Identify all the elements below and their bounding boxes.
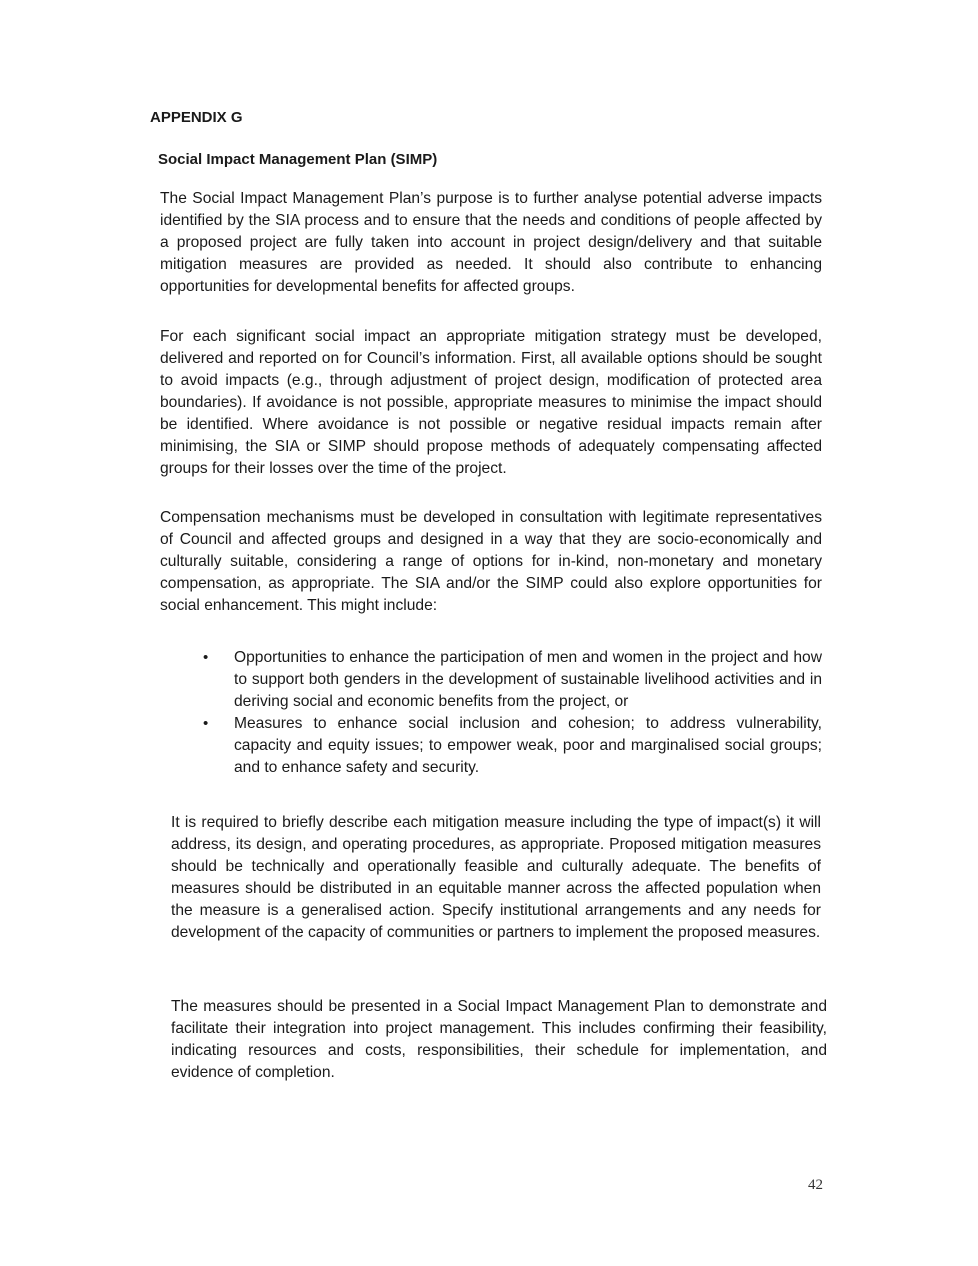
bullet-text: Measures to enhance social inclusion and cohesion; to address vulnerability, capacity and equity issues; to empower weak, poor and marginalised social groups; and to enhance safety and security. [234,715,822,776]
page-number: 42 [808,1177,823,1193]
paragraph-describe-measures: It is required to briefly describe each mitigation measure including the type of impact(s) it will address, its design, and operating procedures, as appropriate. Proposed mitigation measures should be technically and operationally feasible and culturally adequate. The benefits of measures should be distributed in an equitable manner across the affected population when the measure is a generalised action. Specify institutional arrangements and any needs for development of the capacity of communities or partners to implement the proposed measures. [171,814,821,941]
paragraph-present-measures: The measures should be presented in a Social Impact Management Plan to demonstrate and facilitate their integration into project management. This includes confirming their feasibility, indicating resources and costs, responsibilities, their schedule for implementation, and evidence of completion. [171,998,827,1081]
list-item [160,713,822,779]
paragraph-simp-purpose: The Social Impact Management Plan’s purpose is to further analyse potential adverse impacts identified by the SIA process and to ensure that the needs and conditions of people affected by a proposed project are fully taken into account in project design/delivery and that suitable mitigation measures are provided as needed. It should also contribute to enhancing opportunities for developmental benefits for affected groups. [160,190,822,295]
appendix-heading: APPENDIX G [150,109,243,126]
enhancement-bullet-list [160,647,822,779]
paragraph-mitigation-strategy: For each significant social impact an appropriate mitigation strategy must be developed, delivered and reported on for Council’s information. First, all available options should be sought to avoid impacts (e.g., through adjustment of project design, modification of protected area boundaries). If avoidance is not possible, appropriate measures to minimise the impact should be identified. Where avoidance is not possible or negative residual impacts remain after minimising, the SIA or SIMP should propose methods of adequately compensating affected groups for their losses over the time of the project. [160,328,822,477]
bullet-text: Opportunities to enhance the participation of men and women in the project and how to support both genders in the development of sustainable livelihood activities and in deriving social and economic benefits from the project, or [234,649,822,710]
list-item [160,647,822,713]
paragraph-compensation-mechanisms: Compensation mechanisms must be developed in consultation with legitimate representatives of Council and affected groups and designed in a way that they are socio-economically and culturally suitable, considering a range of options for in-kind, non-monetary and monetary compensation, as appropriate. The SIA and/or the SIMP could also explore opportunities for social enhancement. This might include: [160,509,822,614]
bullet-icon: • [203,715,209,732]
bullet-icon: • [203,649,209,666]
section-title: Social Impact Management Plan (SIMP) [158,151,438,168]
